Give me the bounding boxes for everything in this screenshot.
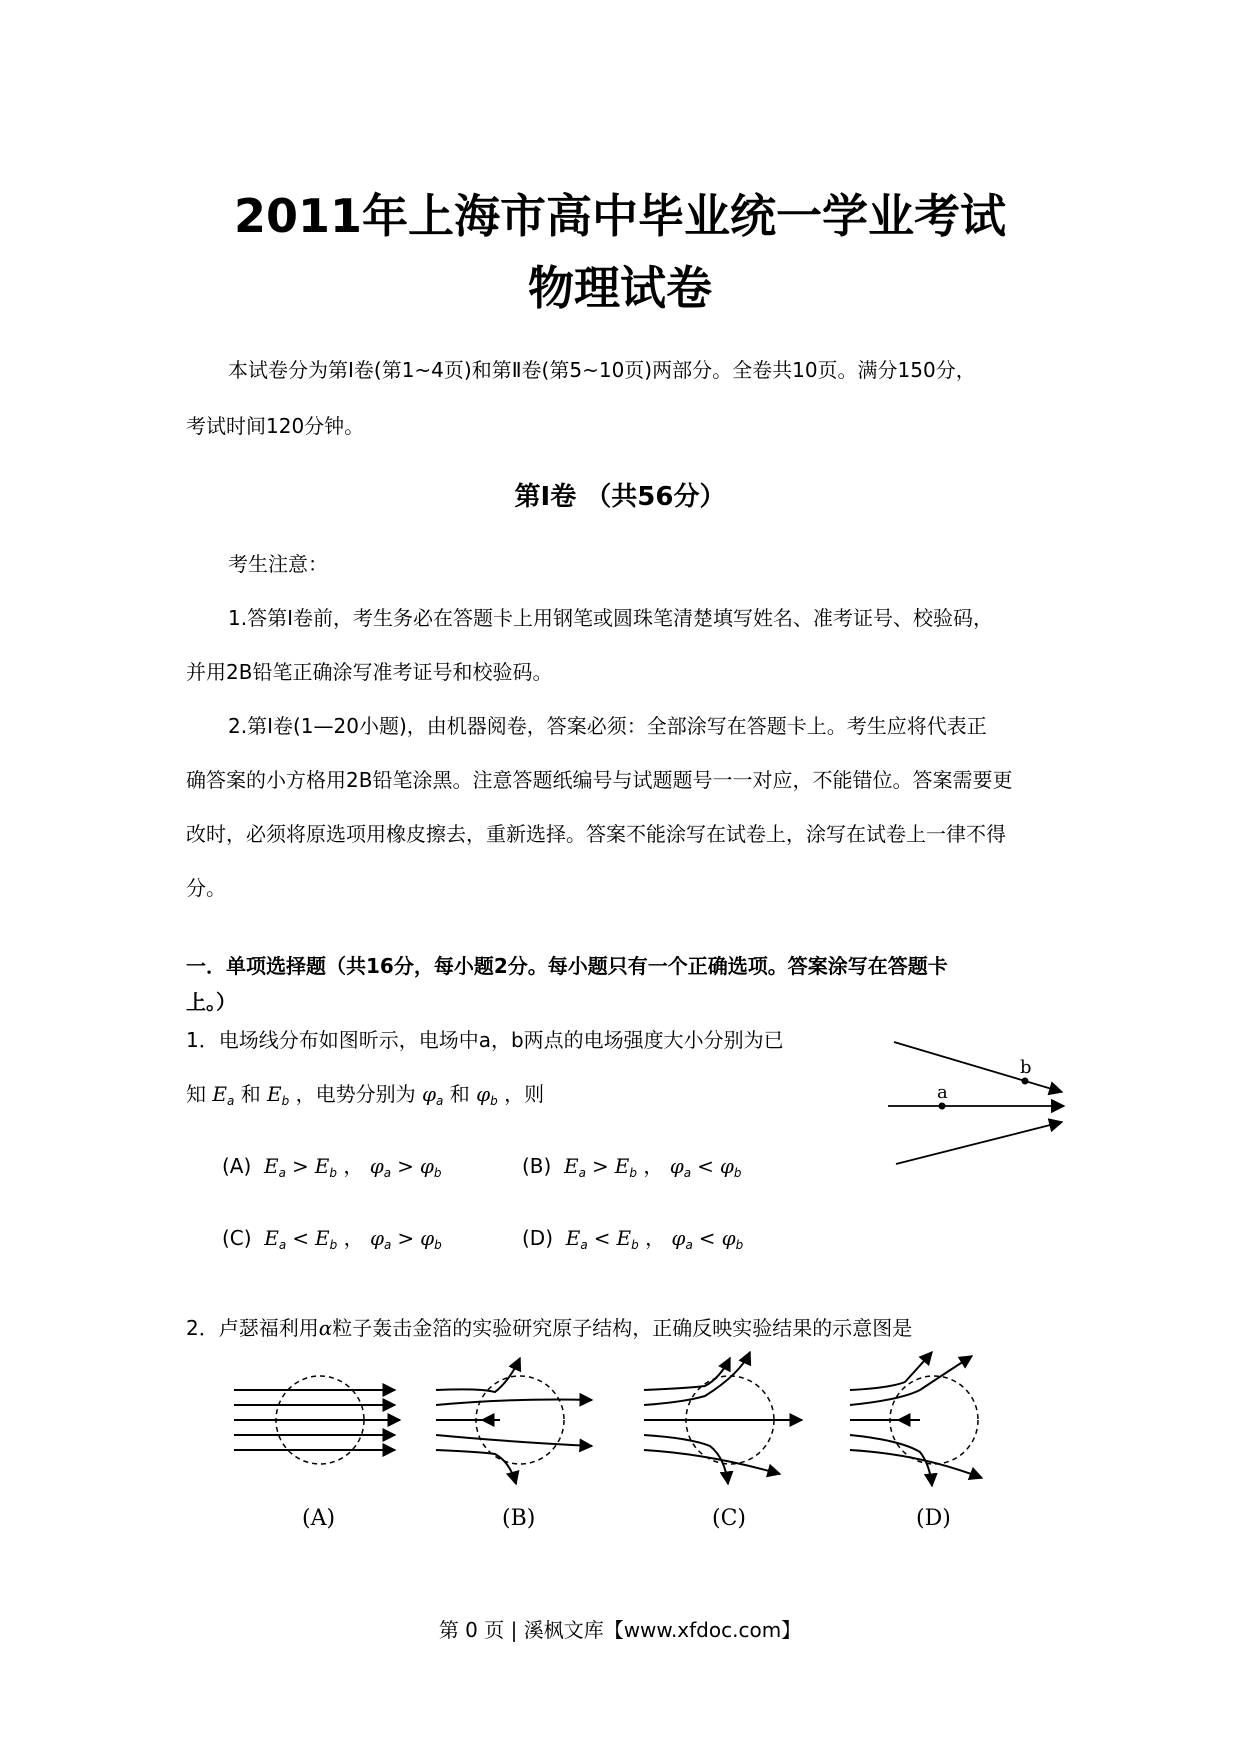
q2-stem: 2．卢瑟福利用α粒子轰击金箔的实验研究原子结构，正确反映实验结果的示意图是 (186, 1316, 913, 1340)
q2-figure-c (644, 1352, 802, 1484)
intro-line-1: 本试卷分为第Ⅰ卷(第1~4页)和第Ⅱ卷(第5~10页)两部分。全卷共10页。满分150分， (228, 358, 976, 382)
q2-label-c: (C) (712, 1506, 746, 1531)
q2-figure-d (850, 1352, 982, 1486)
point-a-label: a (937, 1082, 948, 1103)
note-1-line-1: 1.答第Ⅰ卷前，考生务必在答题卡上用钢笔或圆珠笔清楚填写姓名、准考证号、校验码， (228, 606, 993, 630)
section-title: 第Ⅰ卷 （共56分） (514, 482, 726, 512)
q1-field-figure (880, 1030, 1080, 1190)
point-b-label: b (1020, 1057, 1032, 1078)
q1-option-b: (B) $E_a > E_b$ ， $\varphi_a < \varphi_b$ (522, 1154, 742, 1180)
q1-line-2: 知 $E_a$ 和 $E_b$ ，电势分别为 $\varphi_a$ 和 $\varphi_b$ ，则 (186, 1082, 545, 1108)
q2-figure-a (234, 1376, 400, 1464)
point-a-dot (939, 1103, 946, 1110)
point-b-dot (1022, 1078, 1029, 1085)
note-2-line-4: 分。 (186, 876, 226, 900)
q2-label-d: (D) (916, 1506, 951, 1531)
q2-figures (220, 1350, 1020, 1540)
q1-line-1: 1．电场线分布如图昕示，电场中a，b两点的电场强度大小分别为已 (186, 1028, 784, 1052)
note-2-line-1: 2.第Ⅰ卷(1—20小题)，由机器阅卷，答案必须：全部涂写在答题卡上。考生应将代表正 (228, 714, 987, 738)
intro-line-2: 考试时间120分钟。 (186, 414, 365, 438)
part-1-heading-line-1: 一．单项选择题（共16分，每小题2分。每小题只有一个正确选项。答案涂写在答题卡 (186, 954, 948, 978)
q1-option-c: (C) $E_a < E_b$ ， $\varphi_a > \varphi_b$ (222, 1226, 442, 1252)
q2-figure-b (436, 1358, 592, 1484)
q1-option-a: (A) $E_a > E_b$ ， $\varphi_a > \varphi_b$ (222, 1154, 442, 1180)
page-subtitle: 物理试卷 (528, 261, 712, 315)
part-1-heading-line-2: 上。） (186, 990, 236, 1014)
field-line-top (894, 1042, 1062, 1092)
page-footer: 第 0 页 | 溪枫文库【www.xfdoc.com】 (438, 1618, 802, 1642)
q2-label-b: (B) (502, 1506, 536, 1531)
note-2-line-3: 改时，必须将原选项用橡皮擦去，重新选择。答案不能涂写在试卷上，涂写在试卷上一律不得 (186, 822, 1006, 846)
page-title: 2011年上海市高中毕业统一学业考试 (233, 189, 1007, 243)
field-line-bottom (896, 1122, 1062, 1164)
note-2-line-2: 确答案的小方格用2B铅笔涂黑。注意答题纸编号与试题题号一一对应，不能错位。答案需要更 (186, 768, 1013, 792)
q2-label-a: (A) (302, 1506, 336, 1531)
q1-option-d: (D) $E_a < E_b$ ， $\varphi_a < \varphi_b$ (522, 1226, 744, 1252)
notice-label: 考生注意： (228, 552, 328, 576)
note-1-line-2: 并用2B铅笔正确涂写准考证号和校验码。 (186, 660, 553, 684)
